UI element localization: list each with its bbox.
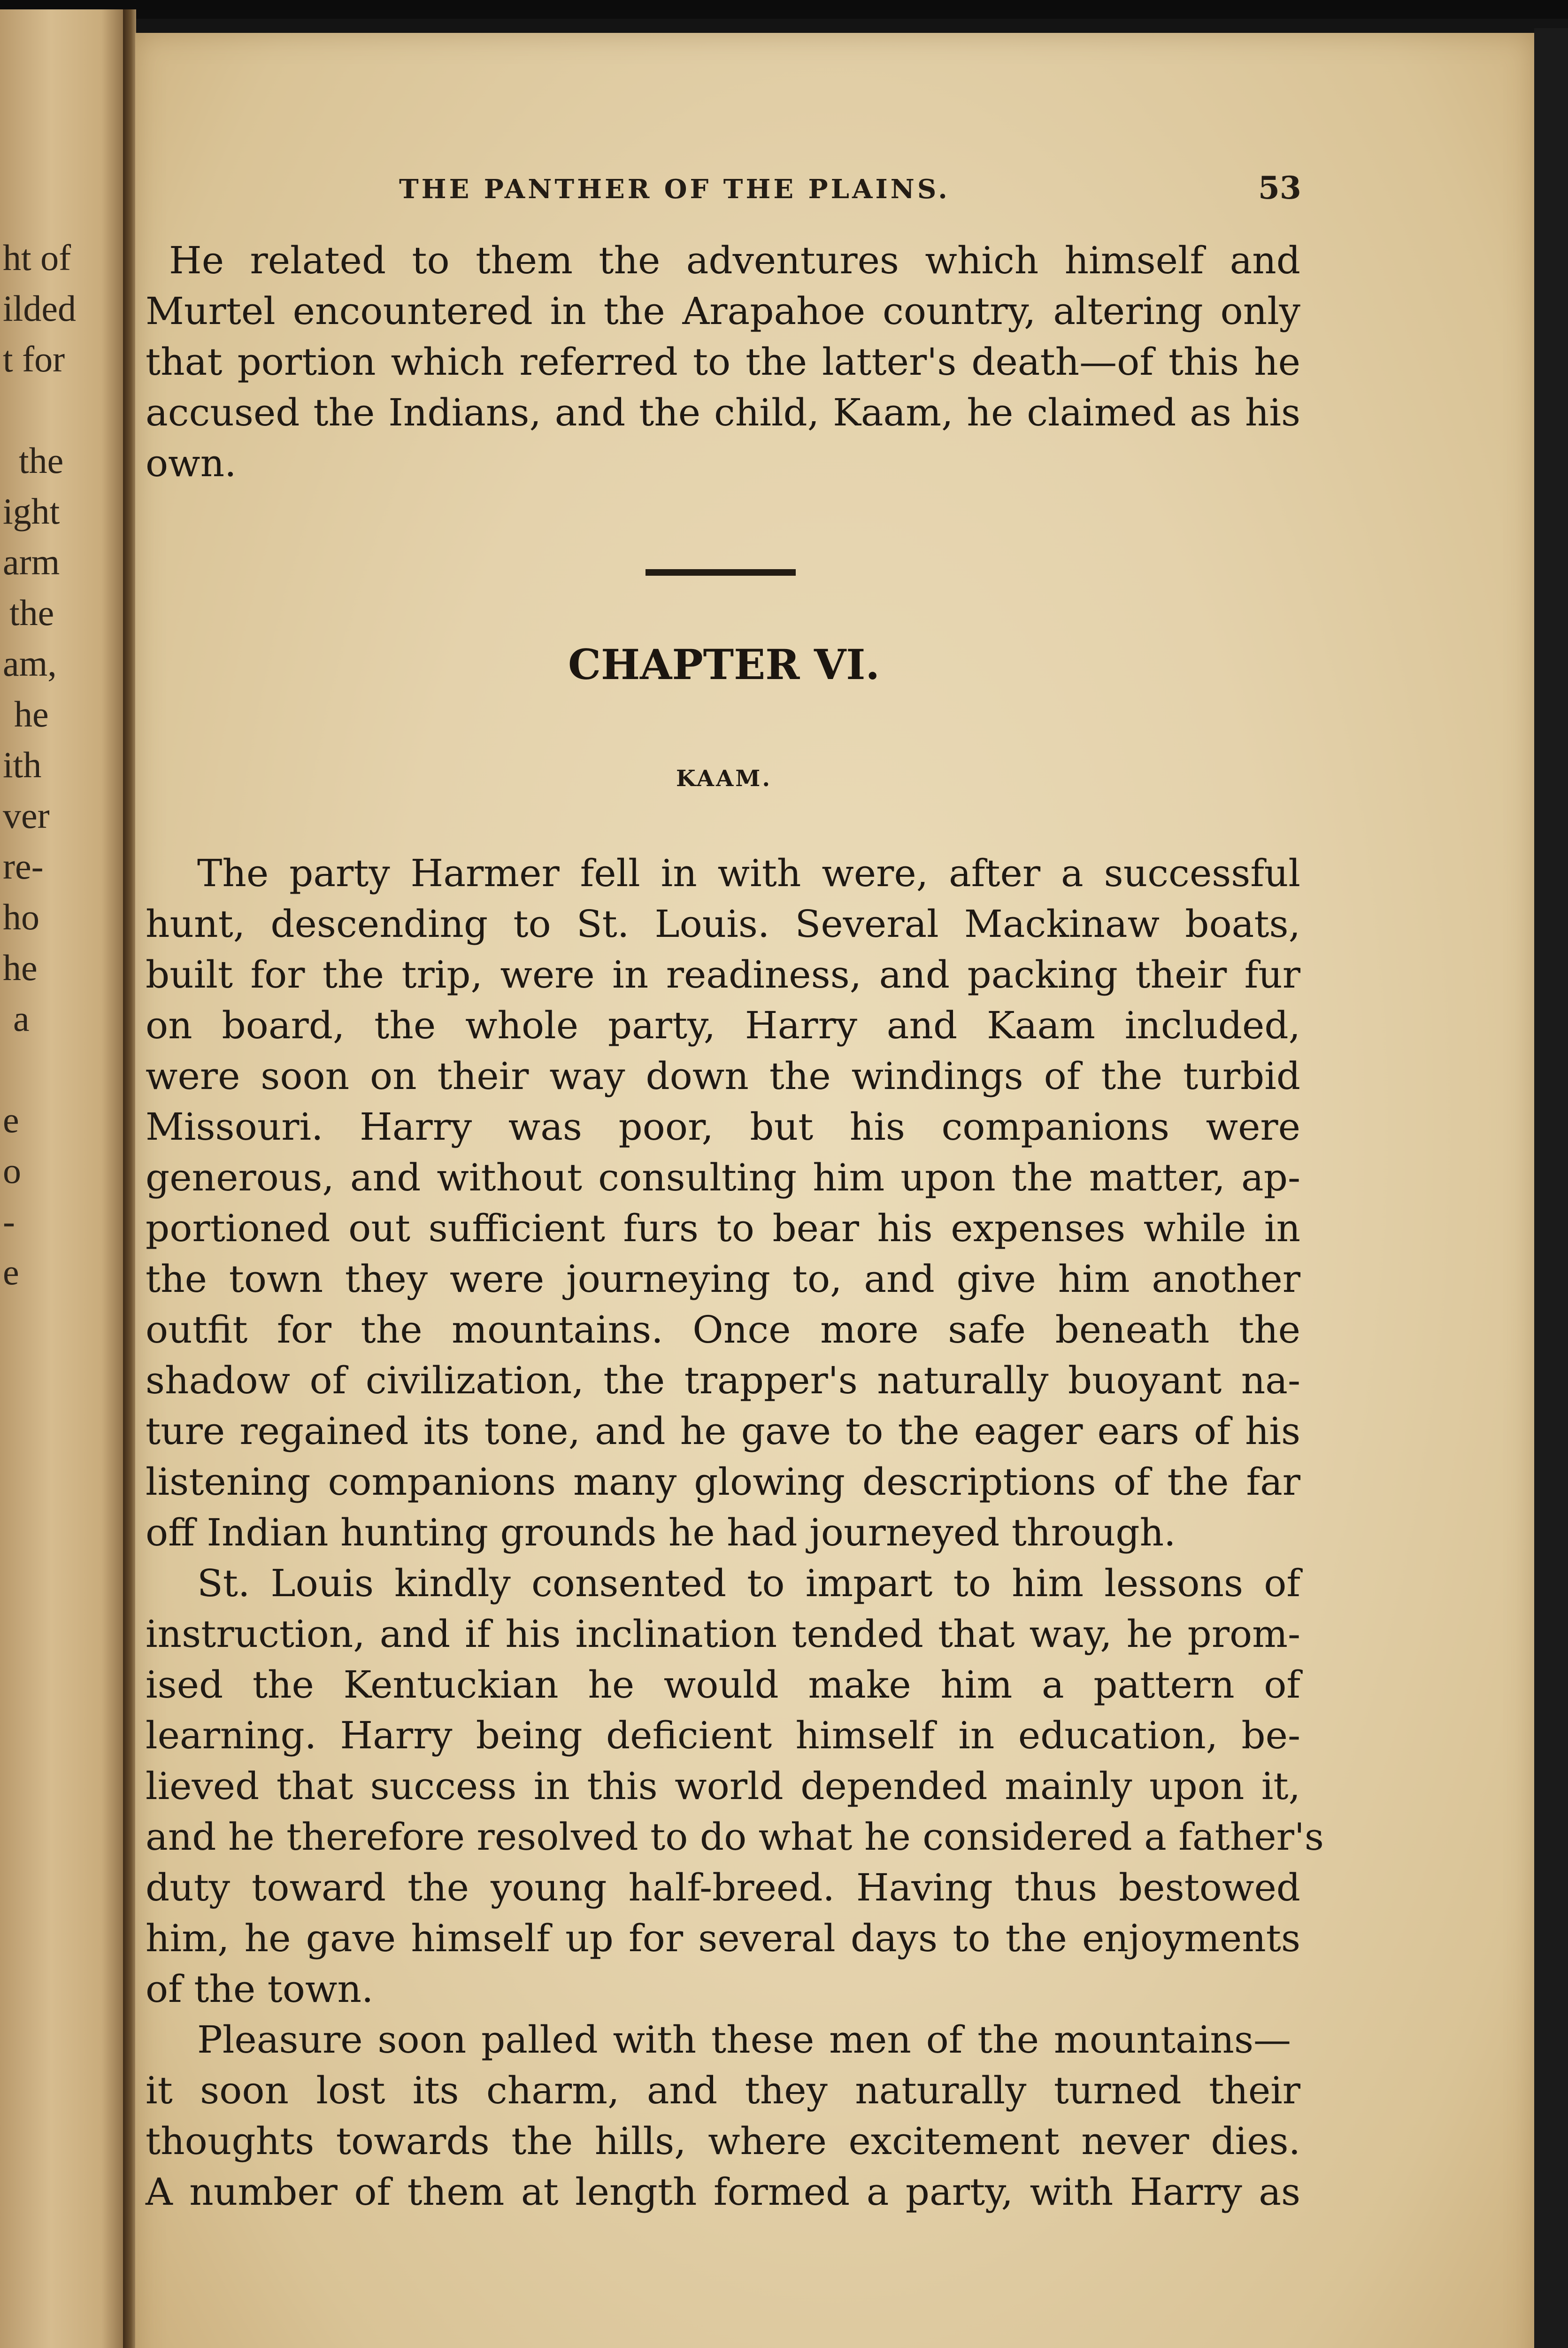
prev-page-fragment: e: [3, 1251, 19, 1292]
text-line: built for the trip, were in readiness, and packing their fur: [146, 953, 1300, 996]
prev-page-fragment: ight: [3, 491, 60, 532]
prev-page-fragment: ith: [3, 744, 42, 785]
prev-page-fragment: ver: [3, 795, 50, 836]
scan-background-top: [0, 0, 1568, 19]
text-line: him, he gave himself up for several days to the enjoyments: [146, 1916, 1300, 1960]
text-line: ised the Kentuckian he would make him a pattern of: [146, 1663, 1300, 1707]
chapter-subtitle: KAAM.: [676, 765, 772, 792]
scan-background-right: [1534, 28, 1568, 2348]
prev-page-fragment: he: [14, 694, 49, 734]
prev-page-fragment: ho: [3, 896, 39, 937]
text-line: outfit for the mountains. Once more safe beneath the: [146, 1308, 1300, 1352]
text-line: Murtel encountered in the Arapahoe country, altering only: [146, 289, 1300, 333]
text-line: own.: [146, 441, 237, 485]
text-line: the town they were journeying to, and give him another: [146, 1257, 1300, 1301]
prev-page-fragment: the: [19, 440, 64, 481]
running-head: THE PANTHER OF THE PLAINS.: [399, 174, 950, 205]
text-line: He related to them the adventures which himself and: [169, 239, 1300, 282]
text-line: generous, and without consulting him upon the matter, ap-: [146, 1156, 1300, 1199]
text-line: hunt, descending to St. Louis. Several Mackinaw boats,: [146, 902, 1300, 946]
text-line: The party Harmer fell in with were, after a successful: [197, 851, 1300, 895]
prev-page-fragment: a: [13, 998, 30, 1039]
text-line: A number of them at length formed a party, with Harry as: [146, 2170, 1300, 2214]
text-line: accused the Indians, and the child, Kaam, he claimed as his: [146, 391, 1300, 434]
text-line: duty toward the young half-breed. Having thus bestowed: [146, 1866, 1300, 1909]
text-line: and he therefore resolved to do what he considered a father's: [146, 1815, 1324, 1859]
text-line: on board, the whole party, Harry and Kaam included,: [146, 1004, 1300, 1047]
book-gutter: [123, 9, 136, 2348]
text-line: it soon lost its charm, and they naturally turned their: [146, 2069, 1300, 2112]
text-line: St. Louis kindly consented to impart to him lessons of: [197, 1561, 1300, 1605]
text-line: Pleasure soon palled with these men of the mountains—: [197, 2018, 1291, 2062]
prev-page-fragment: re-: [3, 846, 44, 887]
text-line: were soon on their way down the windings of the turbid: [146, 1054, 1300, 1098]
prev-page-fragment: o: [3, 1150, 21, 1191]
prev-page-fragment: -: [3, 1201, 15, 1242]
text-line: Missouri. Harry was poor, but his companions were: [146, 1105, 1300, 1149]
prev-page-fragment: arm: [3, 541, 60, 582]
prev-page-fragment: he: [3, 947, 38, 988]
section-rule: [646, 569, 796, 576]
text-line: thoughts towards the hills, where excitement never dies.: [146, 2119, 1300, 2163]
text-line: of the town.: [146, 1967, 374, 2011]
chapter-title: CHAPTER VI.: [568, 640, 880, 689]
prev-page-fragment: ht of: [3, 237, 71, 278]
prev-page-fragment: t for: [3, 339, 65, 379]
prev-page-fragment: the: [9, 592, 54, 633]
text-line: listening companions many glowing descriptions of the far: [146, 1460, 1300, 1504]
text-line: lieved that success in this world depended mainly upon it,: [146, 1764, 1300, 1808]
prev-page-fragment: ilded: [3, 288, 76, 329]
text-line: shadow of civilization, the trapper's naturally buoyant na-: [146, 1359, 1300, 1402]
text-line: ture regained its tone, and he gave to the eager ears of his: [146, 1409, 1300, 1453]
text-line: that portion which referred to the latter's death—of this he: [146, 340, 1300, 384]
text-line: learning. Harry being deficient himself in education, be-: [146, 1714, 1300, 1757]
text-line: portioned out sufficient furs to bear his expenses while in: [146, 1206, 1300, 1250]
text-line: off Indian hunting grounds he had journeyed through.: [146, 1511, 1176, 1554]
previous-page-edge: [0, 9, 127, 2348]
text-line: instruction, and if his inclination tended that way, he prom-: [146, 1612, 1300, 1656]
prev-page-fragment: e: [3, 1099, 19, 1140]
page-number: 53: [1258, 170, 1301, 206]
prev-page-fragment: am,: [3, 643, 57, 684]
